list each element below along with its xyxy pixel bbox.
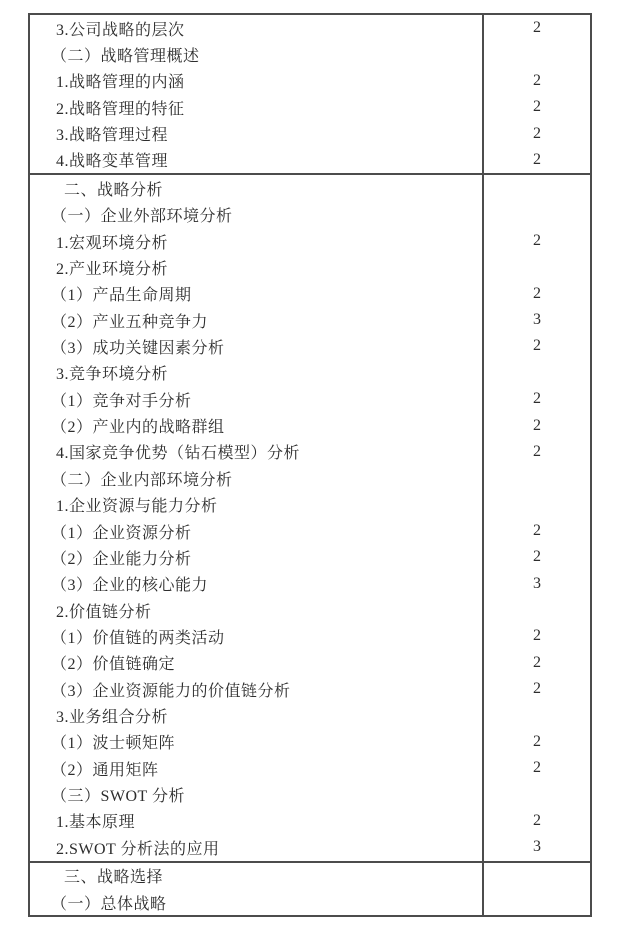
table-row [30,544,590,570]
topic-cell [30,68,484,94]
table-row [30,702,590,728]
score-value: 2 [533,284,541,302]
topic-label: 2.产业环境分析 [56,260,169,278]
table-row [30,94,590,120]
topic-cell [30,623,484,649]
table-row [30,834,590,860]
table-row [30,228,590,254]
score-cell [484,808,590,834]
topic-label: 4.战略变革管理 [56,153,169,171]
score-value: 2 [533,680,541,698]
score-value: 2 [533,811,541,829]
topic-cell [30,781,484,807]
topic-cell [30,15,484,41]
score-cell [484,15,590,41]
topic-cell [30,412,484,438]
topic-label: （2）价值链确定 [51,656,176,674]
score-value: 2 [533,416,541,434]
topic-label: （1）企业资源分析 [51,524,192,542]
score-value: 2 [533,548,541,566]
score-value: 2 [533,98,541,116]
score-value: 2 [533,124,541,142]
topic-cell [30,650,484,676]
topic-cell [30,386,484,412]
topic-label: 2.战略管理的特征 [56,100,185,118]
score-cell [484,834,590,860]
score-cell [484,702,590,728]
score-value: 2 [533,732,541,750]
topic-label: （一）企业外部环境分析 [51,208,233,226]
score-value: 2 [533,71,541,89]
topic-label: 3.战略管理过程 [56,127,169,145]
score-cell [484,202,590,228]
topic-label: 4.国家竞争优势（钻石模型）分析 [56,445,301,463]
topic-cell [30,147,484,173]
topic-label: （3）成功关键因素分析 [51,339,225,357]
table-row [30,386,590,412]
syllabus-table [28,13,592,917]
table-row [30,518,590,544]
topic-label: 2.SWOT 分析法的应用 [56,840,220,858]
table-row [30,465,590,491]
topic-cell [30,281,484,307]
score-value: 3 [533,311,541,329]
score-value: 2 [533,390,541,408]
table-row [30,333,590,359]
score-cell [484,650,590,676]
score-cell [484,412,590,438]
table-row [30,307,590,333]
topic-cell [30,808,484,834]
score-cell [484,228,590,254]
topic-label: 三、战略选择 [64,869,164,887]
table-row [30,412,590,438]
topic-cell [30,254,484,280]
table-row [30,491,590,517]
score-value: 2 [533,232,541,250]
topic-label: 3.竞争环境分析 [56,366,169,384]
table-row [30,571,590,597]
topic-label: （2）企业能力分析 [51,550,192,568]
topic-cell [30,518,484,544]
table-row [30,41,590,67]
topic-cell [30,755,484,781]
topic-label: （二）战略管理概述 [51,48,200,66]
topic-label: 1.基本原理 [56,814,136,832]
table-row [30,808,590,834]
table-row [30,439,590,465]
score-cell [484,623,590,649]
topic-cell [30,863,484,889]
table-row [30,68,590,94]
score-value: 2 [533,442,541,460]
topic-cell [30,333,484,359]
topic-cell [30,228,484,254]
score-value: 2 [533,522,541,539]
table-row [30,173,590,201]
score-cell [484,147,590,173]
score-cell [484,386,590,412]
score-cell [484,755,590,781]
topic-label: （1）竞争对手分析 [51,392,192,410]
topic-label: 1.企业资源与能力分析 [56,498,218,516]
topic-cell [30,491,484,517]
score-cell [484,729,590,755]
score-cell [484,889,590,915]
topic-label: 3.业务组合分析 [56,709,169,727]
score-cell [484,544,590,570]
topic-cell [30,175,484,201]
table-row [30,755,590,781]
topic-label: 2.价值链分析 [56,603,152,621]
score-value: 2 [533,759,541,777]
topic-label: （2）通用矩阵 [51,761,159,779]
topic-cell [30,544,484,570]
table-row [30,15,590,41]
topic-cell [30,676,484,702]
score-cell [484,863,590,889]
topic-cell [30,465,484,491]
score-cell [484,281,590,307]
table-row [30,360,590,386]
topic-cell [30,571,484,597]
topic-label: 1.宏观环境分析 [56,234,169,252]
topic-cell [30,439,484,465]
topic-cell [30,307,484,333]
table-row [30,281,590,307]
table-row [30,202,590,228]
table-row [30,889,590,915]
score-value: 3 [533,838,541,856]
score-cell [484,175,590,201]
score-cell [484,571,590,597]
score-cell [484,597,590,623]
score-value: 2 [533,337,541,355]
score-cell [484,439,590,465]
score-cell [484,781,590,807]
topic-label: （1）价值链的两类活动 [51,629,225,647]
topic-cell [30,729,484,755]
table-row [30,120,590,146]
score-cell [484,465,590,491]
score-cell [484,518,590,544]
table-row [30,623,590,649]
topic-label: 3.公司战略的层次 [56,21,185,39]
table-row [30,650,590,676]
table-row [30,147,590,173]
topic-cell [30,41,484,67]
topic-cell [30,360,484,386]
topic-label: （1）产品生命周期 [51,287,192,305]
topic-label: 1.战略管理的内涵 [56,74,185,92]
score-cell [484,307,590,333]
topic-label: （2）产业内的战略群组 [51,419,225,437]
score-value: 2 [533,150,541,168]
topic-cell [30,94,484,120]
score-value: 2 [533,19,541,37]
table-row [30,781,590,807]
topic-cell [30,202,484,228]
topic-label: 二、战略分析 [64,181,164,199]
score-value: 2 [533,627,541,645]
topic-label: （1）波士顿矩阵 [51,735,176,753]
topic-cell [30,597,484,623]
score-value: 3 [533,574,541,592]
topic-label: （一）总体战略 [51,895,167,913]
topic-label: （2）产业五种竞争力 [51,313,209,331]
topic-label: （二）企业内部环境分析 [51,471,233,489]
table-row [30,254,590,280]
table-row [30,729,590,755]
table-row [30,676,590,702]
score-cell [484,254,590,280]
topic-cell [30,702,484,728]
topic-label: （3）企业资源能力的价值链分析 [51,682,291,700]
score-value: 2 [533,653,541,671]
score-cell [484,94,590,120]
score-cell [484,120,590,146]
topic-cell [30,889,484,915]
score-cell [484,333,590,359]
score-cell [484,360,590,386]
topic-label: （三）SWOT 分析 [51,788,186,806]
table-row [30,861,590,889]
topic-cell [30,834,484,860]
topic-cell [30,120,484,146]
score-cell [484,68,590,94]
score-cell [484,491,590,517]
score-cell [484,676,590,702]
topic-label: （3）企业的核心能力 [51,577,209,595]
score-cell [484,41,590,67]
table-row [30,597,590,623]
